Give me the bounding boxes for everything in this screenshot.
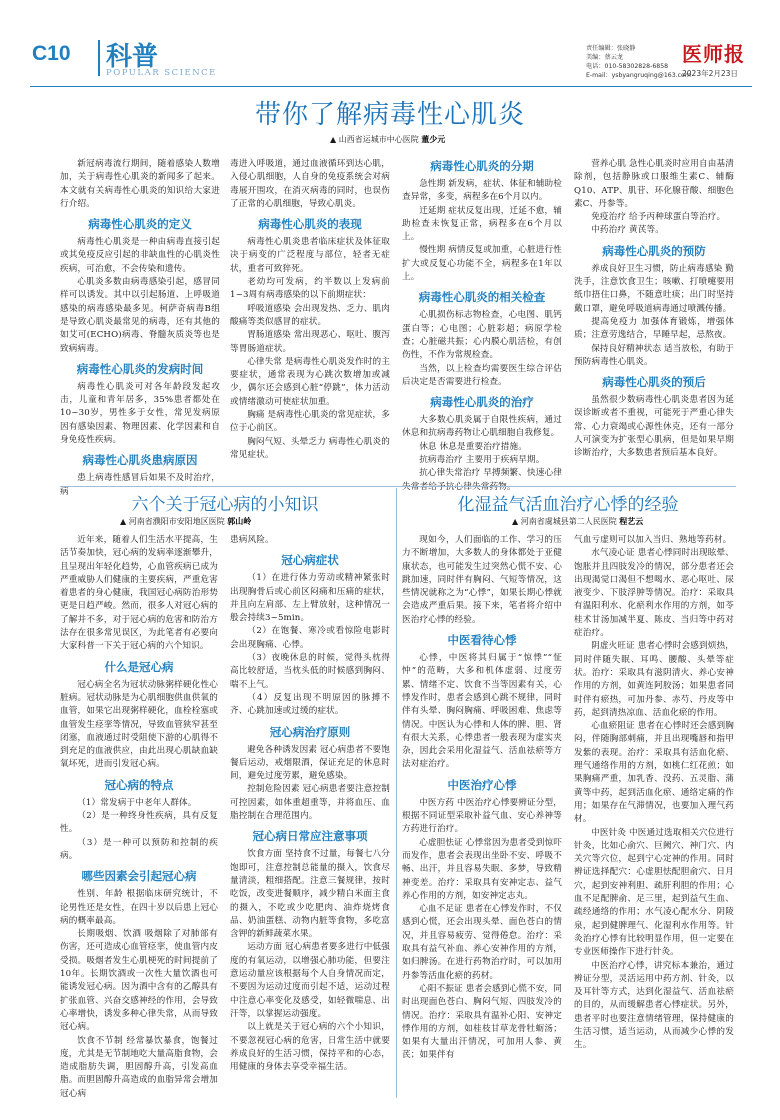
article3-column-2 xyxy=(574,534,734,1094)
paragraph: 病毒性心肌炎患者临床症状及体征取决于病变的广泛程度与部位，轻者无症状，重者可致猝死。 xyxy=(230,237,390,274)
paragraph: 心律失常 是病毒性心肌炎发作时的主要症状，通常表现为心跳次数增加或减少，偶尔还会感到心脏“停跳”，体力活动或情绪激动可使症状加重。 xyxy=(230,356,390,407)
paragraph: 心阳不振证 患者会感到心慌不安，同时出现面色苍白、胸闷气短、四肢发冷的情况。治疗：采取具有温补心阳、安神定悸作用的方剂，如桂枝甘草龙骨牡蛎汤；如果有大量出汗情况，可加用人参、黄芪；如果伴有 xyxy=(402,983,562,1061)
editor-line: 责任编辑：张晓静 xyxy=(586,45,636,52)
paragraph: 毒进入呼吸道，通过血液循环到达心肌，入侵心肌细胞，人自身的免疫系统会对病毒展开围攻，在消灭病毒的同时，也误伤了正常的心肌细胞，导致心肌炎。 xyxy=(230,159,390,209)
subheading: 中医看待心悸 xyxy=(447,633,517,648)
paragraph: 中药治疗 黄芪等。 xyxy=(591,225,665,236)
author-name: 董少元 xyxy=(421,135,446,144)
byline-triangle-icon: ▲ xyxy=(512,517,519,526)
article1-byline xyxy=(330,134,445,145)
article1-column-1 xyxy=(60,158,220,497)
paragraph: （2）是一种终身性疾病，具有反复性。 xyxy=(60,811,218,835)
paragraph: 近年来，随着人们生活水平提高，生活节奏加快，冠心病的发病率逐渐攀升，且呈现出年轻化趋势，心血管疾病已成为严重威胁人们健康的主要疾病，严重危害着患者的身心健康，我国冠心病防治形势更是日趋严峻。然而，很多人对冠心病的了解并不多，对于冠心病的危害和防治方法存在很多常见误区，为此笔者有必要向大家科普一下关于冠心病的六个知识。 xyxy=(60,535,218,652)
author-org: 河南省虞城县第二人民医院 xyxy=(520,517,617,526)
paragraph: （3）夜晚休息的时候，觉得头枕得高比较舒适，当枕头低的时候感到胸闷、喘不上气。 xyxy=(230,653,390,690)
header-rule xyxy=(30,86,752,87)
paragraph: 控制危险因素 冠心病患者要注意控制可控因素，如体重超重等，并将血压、血脂控制在合理范围内。 xyxy=(230,784,390,822)
subheading: 病毒性心肌炎的表现 xyxy=(258,217,362,232)
subheading: 冠心病症状 xyxy=(281,553,339,568)
section-divider xyxy=(98,40,100,76)
subheading: 病毒性心肌炎的相关检查 xyxy=(418,290,546,305)
subheading: 病毒性心肌炎的预防 xyxy=(602,243,706,258)
paragraph: 胸闷气短、头晕乏力 病毒性心肌炎的常见症状。 xyxy=(230,436,390,460)
phone-line: 电话：010-58302828-6858 xyxy=(586,63,669,70)
paragraph: （4）反复出现不明原因的脉搏不齐、心跳加速或过缓的症状。 xyxy=(230,692,390,717)
author-org: 河南省濮阳市安阳地区医院 xyxy=(128,517,225,526)
paragraph: 气血亏虚则可以加入当归、熟地等药材。 xyxy=(574,535,732,545)
paragraph: 老幼均可发病，约半数以上发病前1~3周有病毒感染的以下前期症状： xyxy=(230,277,390,301)
article1-column-2 xyxy=(230,158,390,483)
paragraph: 心血不足证 患者在心悸发作时，不仅感到心慌，还会出现头晕、面色苍白的情况，并且容易疲劳、觉得倦怠。治疗：采取具有益气补血、养心安神作用的方剂，如归脾汤。在进行药物治疗时，可以加用丹参等活血化瘀的药材。 xyxy=(402,904,562,981)
paragraph: 休息 休息是重要治疗措施。 xyxy=(419,441,527,452)
paragraph: 保持良好精神状态 适当放松，有助于预防病毒性心肌炎。 xyxy=(574,343,734,367)
paragraph: 抗病毒治疗 主要用于疾病早期。 xyxy=(419,455,545,466)
article2-column-2 xyxy=(230,534,390,1094)
subheading: 病毒性心肌炎的预后 xyxy=(602,375,706,390)
article3-title: 化湿益气活血治疗心悸的经验 xyxy=(457,495,679,515)
paragraph: 中医方药 中医治疗心悸要辨证分型，根据不同证型采取补益气血、安心养神等方药进行治疗。 xyxy=(402,797,562,835)
article-divider xyxy=(60,486,736,487)
subheading: 冠心病的特点 xyxy=(104,777,174,792)
paragraph: 当然，以上检查均需要医生综合评估后决定是否需要进行检查。 xyxy=(402,363,562,387)
article2-column-1 xyxy=(60,534,218,1099)
section-subtitle: POPULAR SCIENCE xyxy=(106,68,217,78)
subheading: 病毒性心肌炎的分期 xyxy=(430,159,534,173)
paragraph: 运动方面 冠心病患者要多进行中低强度的有氧运动，以增强心肺功能，但要注意运动量应该根据每个人自身情况而定，不要因为运动过度而引起不适，运动过程中注意心率变化及感受，如轻微喘息、出汗等，以掌握运动强度。 xyxy=(230,942,390,1019)
paragraph: 急性期 新发病，症状、体征和辅助检查异常，多变，病程多在6个月以内。 xyxy=(402,179,562,203)
subheading: 哪些因素会引起冠心病 xyxy=(81,869,197,884)
subheading: 冠心病治疗原则 xyxy=(269,724,351,739)
paragraph: 饮食方面 坚持食不过量，每餐七八分饱即可，注意控制总能量的摄入，饮食尽量清淡，粗细搭配。注意三餐规律，按时吃饭，改变进餐顺序，减少精白米面主食的摄入，不吃或少吃肥肉、油炸烧烤食品、奶油蛋糕、动物内脏等食物，多吃富含钾的新鲜蔬菜水果。 xyxy=(230,849,390,940)
article1-column-4 xyxy=(574,158,734,483)
paragraph: 病毒性心肌炎可对各年龄段发起攻击，儿童和青年居多，35%患者都处在10~30岁，男性多于女性，常见发病原因有感染因素、物理因素、化学因素和自身免疫性疾病。 xyxy=(60,381,220,446)
subheading: 病毒性心肌炎患病原因 xyxy=(82,453,198,468)
section-title: 科普 xyxy=(106,42,159,72)
paragraph: 免疫治疗 给予丙种球蛋白等治疗。 xyxy=(591,212,726,223)
paragraph: 水气凌心证 患者心悸同时出现眩晕、饱胀并且四肢发冷的情况，部分患者还会出现渴觉口渴但不想喝水、恶心呕吐、尿液变少、下肢浮肿等情况。治疗：采取具有温阳利水、化瘀利水作用的方剂，如苓桂术甘汤加减半夏、陈皮、当归等中药对症治疗。 xyxy=(574,548,734,639)
subheading: 冠心病日常应注意事项 xyxy=(252,829,368,844)
subheading: 病毒性心肌炎的定义 xyxy=(88,217,192,232)
author-name: 郭山岭 xyxy=(227,517,252,526)
masthead-logo: 医师报 xyxy=(682,42,745,66)
paragraph: 心肌损伤标志物检查，心电图、肌钙蛋白等；心电图；心脏彩超；病原学检查；心脏磁共振；心内膜心肌活检，有创伤性，不作为常规检查。 xyxy=(402,310,562,361)
subheading: 中医治疗心悸 xyxy=(447,777,517,792)
paragraph: 病毒性心肌炎是一种由病毒直接引起或其免疫反应引起的非缺血性的心肌炎性疾病，可治愈，不会传染和遗传。 xyxy=(60,237,220,274)
paragraph: 心肌炎多数由病毒感染引起，感冒同样可以诱发。其中以引起肠道、上呼吸道感染的病毒感染最多见。柯萨奇病毒B组是导致心肌炎最常见的病毒，还有其他的如艾可(ECHO)病毒、脊髓灰质炎等也是致病病毒。 xyxy=(60,277,220,354)
author-org: 山西省运城市中心医院 xyxy=(338,135,419,144)
paragraph: 养成良好卫生习惯，防止病毒感染 勤洗手，注意饮食卫生；咳嗽、打喷嚏要用纸巾捂住口鼻，不随意吐痰；出门时坚持戴口罩，避免呼吸道病毒通过喷溅传播。 xyxy=(574,263,734,314)
paragraph: 迁延期 症状反复出现，迁延不愈，辅助检查未恢复正常，病程多在6个月以上。 xyxy=(402,205,562,243)
paragraph: 长期吸烟、饮酒 吸烟除了对肺部有伤害，还可造成心血管痉挛，使血管内皮受损。吸烟者发生心肌梗死的时间提前了10年。长期饮酒或一次性大量饮酒也可能诱发冠心病。因为酒中含有的乙醇具有扩张血管、兴奋交感神经的作用，会导致心率增快，诱发多种心律失常，从而导致冠心病。 xyxy=(60,929,218,1033)
email-line: E-mail：ysbyangruqing@163.com xyxy=(586,72,691,79)
paragraph: 胸痛 是病毒性心肌炎的常见症状，多位于心前区。 xyxy=(230,410,390,434)
byline-triangle-icon: ▲ xyxy=(120,517,127,526)
paragraph: 胃肠道感染 常出现恶心、呕吐、腹泻等胃肠道症状。 xyxy=(230,330,390,354)
paragraph: 以上就是关于冠心病的六个小知识，不要忽视冠心病的危害，日常生活中就要养成良好的生活习惯，保持平和的心态，用健康的身体去享受幸福生活。 xyxy=(230,1022,390,1073)
paragraph: 大多数心肌炎属于自限性疾病，通过休息和抗病毒药物让心肌细胞自我修复。 xyxy=(402,415,562,439)
page-number: C10 xyxy=(32,42,71,65)
subheading: 什么是冠心病 xyxy=(104,659,174,674)
subheading: 病毒性心肌炎的治疗 xyxy=(430,395,534,410)
paragraph: 营养心肌 急性心肌炎时应用自由基清除剂，包括静脉或口服维生素C、辅酶Q10、ATP、肌苷、环化腺苷酸、细胞色素C、丹参等。 xyxy=(574,159,734,209)
paragraph: 患病风险。 xyxy=(230,535,274,545)
paragraph: （1）常发病于中老年人群体。 xyxy=(77,797,197,808)
article1-title: 带你了解病毒性心肌炎 xyxy=(254,100,525,130)
article2-title: 六个关于冠心病的小知识 xyxy=(131,495,319,515)
paragraph: 患上病毒性感冒后如果不及时治疗，病 xyxy=(60,473,220,497)
paragraph: 抗心律失常治疗 早搏频繁、快速心律 xyxy=(419,468,562,479)
paragraph: 性别、年龄 根据临床研究统计，不论男性还是女性，在四十岁以后患上冠心病的概率最高。 xyxy=(60,889,218,926)
paragraph: 呼吸道感染 会出现发热、乏力、肌肉酸痛等类似感冒的症状。 xyxy=(230,303,390,327)
paragraph: 现如今，人们面临的工作、学习的压力不断增加，大多数人的身体都处于亚健康状态，也可能发生过突然心慌不安、心跳加速，同时伴有胸闷、气短等情况，这些情况就称之为“心悸”，如果长期心悸就会造成严重后果。接下来，笔者将介绍中医治疗心悸的经验。 xyxy=(402,535,562,625)
paragraph: 心血瘀阻证 患者在心悸时还会感到胸闷，伴随胸部刺痛，并且出现嘴唇和指甲发紫的表现。治疗：采取具有活血化瘀、理气通络作用的方剂，如桃仁红花煎；如果胸痛严重，加乳香、没药、五灵脂、蒲黄等中药，起到活血化瘀、通络定痛的作用；如果存在气滞情况，也要加入理气药材。 xyxy=(574,721,734,825)
paragraph: （3）是一种可以预防和控制的疾病。 xyxy=(60,837,218,861)
paragraph: 饮食不节制 经常暴饮暴食，饱餐过度，尤其是无节制地吃大量高脂食物，会造成脂肪失调，胆固醇升高，引发高血脂。而胆固醇升高造成的血脂异常会增加冠心病 xyxy=(60,1035,218,1099)
article2-byline xyxy=(120,516,251,527)
paragraph: 心悸，中医将其归属于“惊悸”“怔忡”的范畴，大多和机体虚弱、过度劳累、情绪不定、饮食不当等因素有关，心悸发作时，患者会感到心跳不规律，同时伴有头晕、胸闷胸痛、呼吸困难、焦虑等情况。中医认为心悸和人体的脾、胆、肾有很大关系，心悸患者一般表现为虚实夹杂，因此会采用化湿益气、活血祛瘀等方法对症治疗。 xyxy=(402,653,562,770)
paragraph: 提高免疫力 加强体育锻炼，增强体质；注意劳逸结合，早睡早起，忌熬夜。 xyxy=(574,316,734,341)
paragraph: 避免各种诱发因素 冠心病患者不要饱餐后运动，戒烟限酒，保证充足的休息时间，避免过度劳累，避免感染。 xyxy=(230,744,390,782)
article1-column-3 xyxy=(402,158,562,483)
paragraph: （1）在进行体力劳动或精神紧张时出现胸骨后或心前区闷痛和压痛的症状，并且向左肩部、左上臂放射，这种情况一般会持续3~5min。 xyxy=(230,573,390,624)
subheading: 病毒性心肌炎的发病时间 xyxy=(76,361,204,376)
column-divider xyxy=(396,488,397,1098)
paragraph: 新冠病毒流行期间，随着感染人数增加，关于病毒性心肌炎的新闻多了起来。本文就有关病毒性心肌炎的知识给大家进行介绍。 xyxy=(60,159,220,209)
paragraph: 中医针灸 中医通过选取相关穴位进行针灸，比如心俞穴、巨阙穴、神门穴、内关穴等穴位，起到宁心定神的作用。同时辨证选择配穴：心虚胆怯配胆俞穴、日月穴，起到安神利胆、疏肝利胆的作用；心血不足配脾俞、足三里，起到益气生血、疏经通络的作用；水气凌心配水分、阴陵泉，起到健脾理气、化湿利水作用等。针灸治疗心悸有比较明显作用，但一定要在专业医师操作下进行针灸。 xyxy=(574,827,734,958)
author-name: 程艺云 xyxy=(619,517,644,526)
article3-byline xyxy=(512,516,643,527)
editorial-info xyxy=(586,44,696,80)
paragraph: 慢性期 病情反复或加重，心脏进行性扩大或反复心功能不全，病程多在1年以上。 xyxy=(402,245,562,283)
article3-column-1 xyxy=(402,534,562,1094)
paragraph: （2）在饱餐、寒冷或看惊险电影时会出现胸痛、心悸。 xyxy=(230,626,390,650)
designer-line: 美编：蔡云龙 xyxy=(586,54,624,61)
paragraph: 心虚胆怯证 心悸常因为患者受到惊吓而发作，患者会表现出坐卧不安、呼吸不畅、出汗，并且容易失眠、多梦，导致精神变差。治疗：采取具有安神定志、益气养心作用的方剂，如安神定志丸。 xyxy=(402,837,562,901)
paragraph: 阴虚火旺证 患者心悸时会感到烦热，同时伴随失眠、耳鸣、腰酸、头晕等症状。治疗：采取具有滋阴清火、养心安神作用的方剂，如黄连阿胶汤；如果患者同时伴有瘀热，可加丹参、赤芍、丹皮等中药，起到清热凉血、活血化瘀的作用。 xyxy=(574,641,734,718)
page-header xyxy=(30,38,750,90)
paragraph: 冠心病全名为冠状动脉粥样硬化性心脏病。冠状动脉是为心肌细胞供血供氧的血管，如果它出现粥样硬化，血栓栓塞或血管发生痉挛等情况，导致血管狭窄甚至闭塞，血液通过时受阻使下游的心肌得不到充足的血液供应，由此出现心肌缺血缺氧坏死，进而引发冠心病。 xyxy=(60,679,218,770)
byline-triangle-icon: ▲ xyxy=(330,135,337,144)
paragraph: 中医治疗心悸，讲究标本兼治，通过辨证分型，灵活运用中药方剂、针灸，以及耳针等方式，达到化湿益气、活血祛瘀的目的，从而缓解患者心悸症状。另外，患者平时也要注意情绪管理，保持健康的生活习惯，适当运动，从而减少心悸的发生。 xyxy=(574,960,734,1051)
issue-date: 2023年2月23日 xyxy=(682,69,738,78)
paragraph: 虽然很少数病毒性心肌炎患者因为延误诊断或者不重视，可能死于严重心律失常、心力衰竭或心源性休克，还有一部分人可演变为扩张型心肌病，但是如果早期诊断治疗，大多数患者预后基本良好。 xyxy=(574,395,734,459)
